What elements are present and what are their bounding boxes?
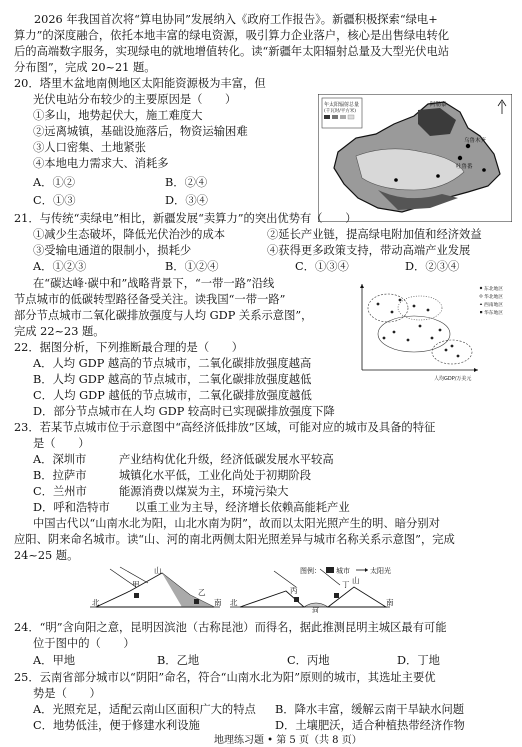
co2-gdp-diagram (348, 278, 516, 386)
q20-option[interactable]: B．②④ (165, 176, 208, 189)
fig3-legend-city: 城市 (336, 567, 350, 575)
scatter-legend-item: 东北地区 (484, 287, 504, 292)
q20-stem: 20．塔里木盆地南侧地区太阳能资源极为丰富，但 (14, 77, 266, 90)
q23-option-label[interactable]: B．拉萨市 (33, 469, 87, 482)
q21-stem: 21．与传统“卖绿电”相比，新疆发展“卖算力”的突出优势有（ ） (14, 212, 357, 225)
q22-stem: 22．据图分析，下列推断最合理的是（ ） (14, 341, 244, 354)
q22-option[interactable]: A．人均 GDP 越高的节点城市，二氧化碳排放强度越高 (33, 357, 312, 370)
xinjiang-radiation-map (318, 94, 512, 222)
q25-option[interactable]: B．降水丰富，缓解云南干旱缺水问题 (275, 703, 465, 716)
q21-item: ①减少生态破坏，降低光伏治沙的成本 (33, 228, 226, 241)
fig3-legend-label: 图例： (300, 567, 321, 575)
q22-option[interactable]: D．部分节点城市在人均 GDP 较高时已实现碳排放强度下降 (33, 405, 335, 418)
q24-option[interactable]: C．丙地 (287, 654, 330, 667)
q23-option-label[interactable]: C．兰州市 (33, 485, 87, 498)
q25-option[interactable]: D．土壤肥沃，适合种植热带经济作物 (275, 719, 465, 732)
fig3-label: 山 (154, 566, 162, 575)
fig3-label: 南 (214, 598, 222, 607)
fig3-label: 乙 (198, 588, 206, 597)
fig3-label: 北 (230, 598, 238, 607)
map-legend-unit: (千瓦时/平方米) (324, 109, 357, 114)
q21-item: ②延长产业链，提高绿电附加值和经济效益 (267, 228, 482, 241)
fig3-label: 丁 (342, 580, 350, 589)
q25-stem: 势是（ ） (33, 687, 101, 700)
map-label: 吐鲁番 (456, 164, 473, 170)
q20-option[interactable]: A．①② (33, 176, 76, 189)
q20-stem: 光伏电站分布较少的主要原因是（ ） (33, 93, 237, 106)
scatter-legend-item: 华北地区 (484, 295, 504, 300)
fig3-label: 河 (312, 607, 319, 613)
q23-option-label[interactable]: D．呼和浩特市 (33, 501, 110, 514)
q20-item: ④本地电力需求大、消耗多 (33, 157, 169, 170)
q21-option[interactable]: A．①②③ (33, 260, 87, 273)
q21-option[interactable]: B．①②④ (165, 260, 219, 273)
q20-item: ②远离城镇，基础设施落后，物资运输困难 (33, 125, 248, 138)
scatter-legend-item: 西南地区 (484, 303, 504, 308)
fig3-label: 山 (352, 576, 360, 585)
page-footer: 地理练习题 • 第 5 页（共 8 页） (214, 735, 362, 746)
scatter-xlabel: 人均GDP/万美元 (434, 376, 472, 382)
q23-stem: 是（ ） (33, 437, 90, 450)
q24-stem: 位于图中的（ ） (33, 637, 135, 650)
q20-option[interactable]: D．③④ (165, 194, 208, 207)
map-label: 阿勒泰 (430, 102, 447, 108)
intro3-line: 24~25 题。 (14, 549, 79, 562)
q25-stem: 25．云南省部分城市以“阴阳”命名，符合“山南水北为阳”原则的城市，其选址主要优 (14, 671, 436, 684)
q20-option[interactable]: C．①③ (33, 194, 76, 207)
q23-option-text: 产业结构优化升级，经济低碳发展水平较高 (119, 453, 334, 466)
fig3-legend-sun: 太阳光 (370, 567, 391, 575)
intro-line: 算力”的深度融合，依托本地丰富的绿电资源，吸引算力企业落户，核心是出售绿电转化 (14, 29, 450, 42)
intro3-line: 应阳、阴来命名城市。读“山、河的南北两侧太阳光照差异与城市名称关系示意图”，完成 (14, 533, 455, 546)
q23-option-text: 能源消费以煤炭为主，环境污染大 (119, 485, 289, 498)
q21-option[interactable]: C．①③④ (295, 260, 349, 273)
scatter-legend-item: 华东地区 (484, 311, 504, 316)
q25-option[interactable]: C．地势低洼，便于修建水利设施 (33, 719, 200, 732)
mountain-river-diagram (90, 563, 450, 613)
q22-option[interactable]: B．人均 GDP 越高的节点城市，二氧化碳排放强度越低 (33, 373, 312, 386)
intro2-line: 部分节点城市二氧化碳排放强度与人均 GDP 关系示意图”， (14, 309, 313, 322)
q20-item: ③人口密集、土地紧张 (33, 141, 146, 154)
q21-option[interactable]: D．②③④ (405, 260, 460, 273)
fig3-label: 甲 (132, 580, 140, 589)
q25-option[interactable]: A．光照充足，适配云南山区面积广大的特点 (33, 703, 256, 716)
intro2-line: 完成 22~23 题。 (14, 325, 105, 338)
fig3-label: 丙 (290, 586, 298, 595)
city-icon (326, 567, 334, 573)
intro-line: 后的高端数字服务，实现绿电的就地增值转化。读“新疆年太阳辐射总量及大型光伏电站 (14, 45, 450, 58)
intro-line: 分布图”，完成 20~21 题。 (14, 61, 156, 74)
q23-option-label[interactable]: A．深圳市 (33, 453, 87, 466)
q24-stem: 24．“明”含向阳之意，昆明因滨池（古称昆池）而得名，据此推测昆明主城区最有可能 (14, 621, 447, 634)
map-legend-title: 年太阳辐射总量 (324, 102, 360, 108)
q21-item: ④获得更多政策支持，带动高端产业发展 (267, 244, 471, 257)
q21-item: ③受输电通道的限制小，损耗少 (33, 244, 192, 257)
intro3-line: 中国古代以“山南水北为阳，山北水南为阴”，故而以太阳光照产生的明、暗分别对 (33, 517, 440, 530)
q23-stem: 23．若某节点城市位于示意图中“高经济低排放”区域，可能对应的城市及具备的特征 (14, 421, 436, 434)
q22-option[interactable]: C．人均 GDP 越低的节点城市，二氧化碳排放强度越低 (33, 389, 312, 402)
intro2-line: 节点城市的低碳转型路径备受关注。读我国“一带一路” (14, 293, 286, 306)
q20-item: ①多山，地势起伏大，施工难度大 (33, 109, 203, 122)
q23-option-text: 以重工业为主导，经济增长依赖高能耗产业 (135, 501, 350, 514)
fig3-label: 北 (92, 598, 100, 607)
q24-option[interactable]: B．乙地 (157, 654, 200, 667)
intro2-line: 在“碳达峰·碳中和”战略背景下，“一带一路”沿线 (33, 277, 275, 290)
q24-option[interactable]: A．甲地 (33, 654, 76, 667)
map-label: 乌鲁木齐 (464, 138, 487, 144)
q24-option[interactable]: D．丁地 (397, 654, 440, 667)
fig3-label: 南 (386, 598, 394, 607)
intro-line: 2026 年我国首次将“算电协同”发展纳入《政府工作报告》。新疆积极探索“绿电+ (34, 13, 438, 26)
q23-option-text: 城镇化水平低，工业化尚处于初期阶段 (119, 469, 312, 482)
